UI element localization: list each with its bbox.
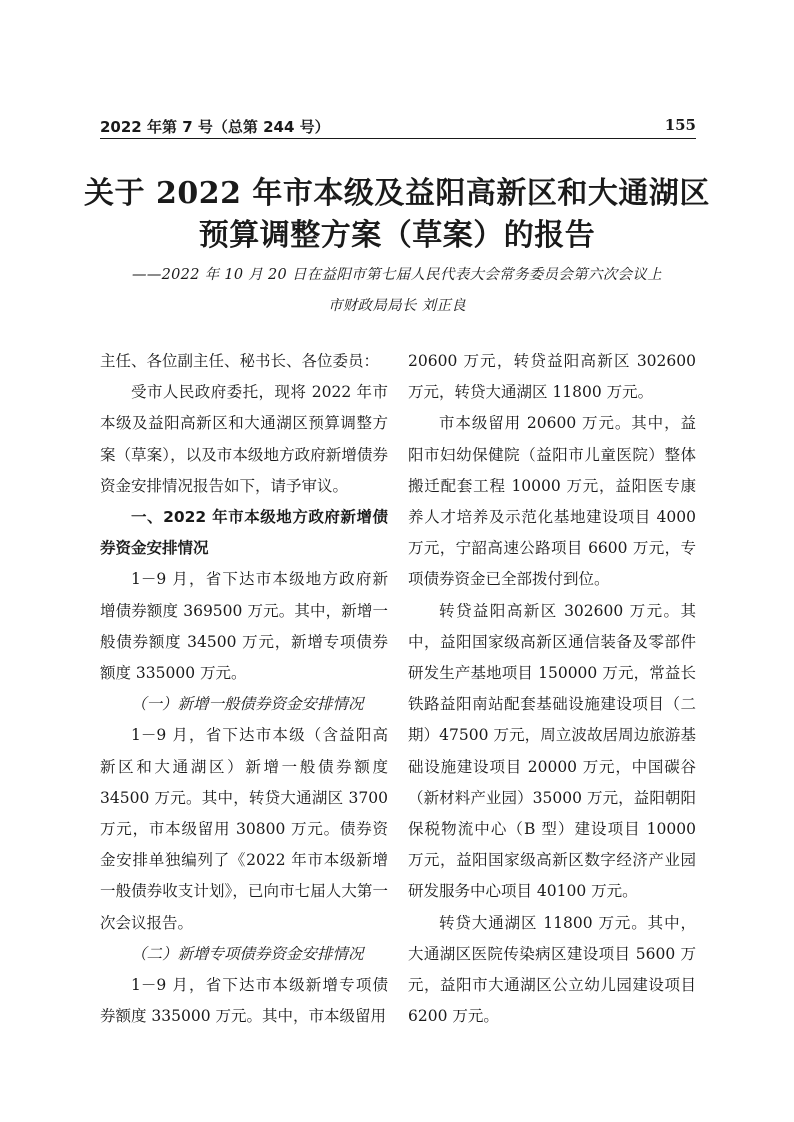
- meeting-info: ——2022 年 10 月 20 日在益阳市第七届人民代表大会常务委员会第六次会议上: [132, 267, 662, 283]
- intro-paragraph: 受市人民政府委托，现将 2022 年市本级及益阳高新区和大通湖区预算调整方案（草案），以及市本级地方政府新增债券资金安排情况报告如下，请予审议。: [100, 383, 388, 495]
- sub2-paragraph-start: 1－9 月，省下达市本级新增专项债券额度 335000 万元。其中，市本级留用: [100, 976, 388, 1026]
- page-number: 155: [664, 116, 696, 134]
- author-info: 市财政局局长 刘正良: [327, 298, 467, 314]
- datong-lake-paragraph: 转贷大通湖区 11800 万元。其中，大通湖区医院传染病区建设项目 5600 万元，益阳市大通湖区公立幼儿园建设项目 6200 万元。: [408, 913, 696, 1026]
- left-column: [100, 346, 388, 1032]
- issue-label: 2022 年第 7 号（总第 244 号）: [100, 118, 330, 136]
- section1-heading: 一、2022 年市本级地方政府新增债券资金安排情况: [100, 508, 388, 558]
- header-rule: [100, 138, 696, 139]
- right-column: [408, 346, 696, 1032]
- city-retained-paragraph: 市本级留用 20600 万元。其中，益阳市妇幼保健院（益阳市儿童医院）整体搬迁配套工程 10000 万元，益阳医专康养人才培养及示范化基地建设项目 4000 万元，宁韶高速公路项目 6600 万元，专项债券资金已全部拨付到位。: [408, 414, 696, 589]
- document-title-line1: 关于 2022 年市本级及益阳高新区和大通湖区: [84, 176, 710, 211]
- sub1-paragraph: 1－9 月，省下达市本级（含益阳高新区和大通湖区）新增一般债券额度 34500 万元。其中，转贷大通湖区 3700 万元，市本级留用 30800 万元。债券资金安排单独编列了《2022 年市本级新增一般债券收支计划》，已向市七届人大第一次会议报告。: [100, 726, 388, 932]
- sub2-paragraph-continued: 20600 万元，转贷益阳高新区 302600 万元，转贷大通湖区 11800 万元。: [408, 352, 696, 402]
- sub1-heading: （一）新增一般债券资金安排情况: [131, 695, 364, 714]
- salutation: 主任、各位副主任、秘书长、各位委员：: [100, 352, 380, 370]
- sub2-heading: （二）新增专项债券资金安排情况: [131, 944, 364, 963]
- page-header: [100, 116, 696, 138]
- document-title-line2: 预算调整方案（草案）的报告: [198, 218, 596, 253]
- hitech-zone-paragraph: 转贷益阳高新区 302600 万元。其中，益阳国家级高新区通信装备及零部件研发生产基地项目 150000 万元，常益长铁路益阳南站配套基础设施建设项目（二期）47500 万元，周立波故居周边旅游基础设施建设项目 20000 万元，中国碳谷（新材料产业园）35000 万元，益阳朝阳保税物流中心（B 型）建设项目 10000 万元，益阳国家级高新区数字经济产业园研发服务中心项目 40100 万元。: [408, 601, 696, 901]
- section1-paragraph: 1－9 月，省下达市本级地方政府新增债券额度 369500 万元。其中，新增一般债券额度 34500 万元，新增专项债券额度 335000 万元。: [100, 570, 388, 683]
